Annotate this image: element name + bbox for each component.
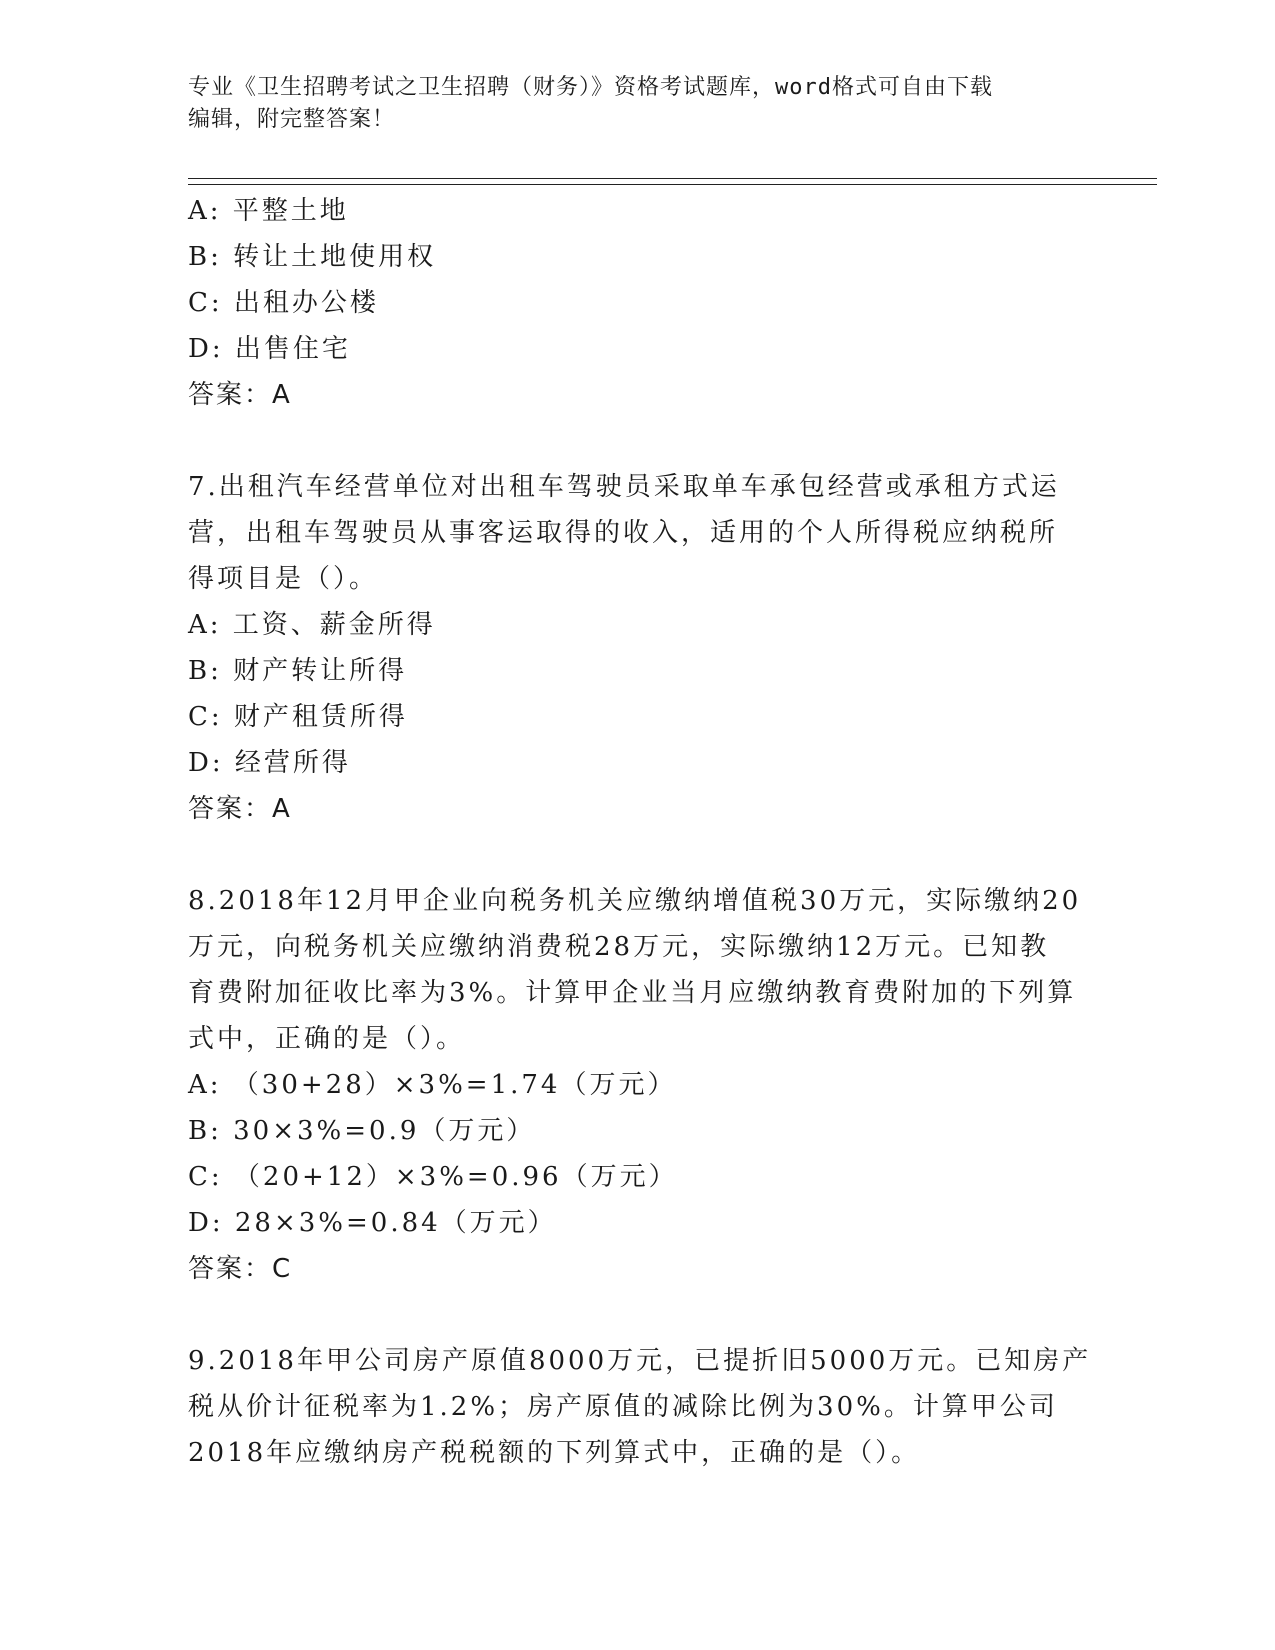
option-d: D: 出售住宅 bbox=[188, 334, 351, 364]
question-stem-line: 8.2018年12月甲企业向税务机关应缴纳增值税30万元，实际缴纳20 bbox=[188, 886, 1082, 916]
option-a: A: （30+28）×3%=1.74（万元） bbox=[188, 1070, 677, 1100]
question-8 bbox=[188, 878, 1088, 1292]
option-a: A: 工资、薪金所得 bbox=[188, 610, 436, 640]
spacer bbox=[188, 832, 1088, 878]
option-c: C: 财产租赁所得 bbox=[188, 702, 408, 732]
option-c: C: （20+12）×3%=0.96（万元） bbox=[188, 1162, 678, 1192]
header-line-2: 编辑，附完整答案！ bbox=[188, 107, 396, 132]
option-a: A: 平整土地 bbox=[188, 196, 349, 226]
spacer bbox=[188, 1292, 1088, 1338]
question-stem-line: 2018年应缴纳房产税税额的下列算式中，正确的是（）。 bbox=[188, 1438, 921, 1468]
header-divider-top bbox=[188, 178, 1157, 179]
option-b: B: 30×3%=0.9（万元） bbox=[188, 1116, 536, 1146]
header-divider-bottom bbox=[188, 184, 1157, 185]
answer: 答案：A bbox=[188, 380, 292, 410]
header-line-1: 专业《卫生招聘考试之卫生招聘（财务）》资格考试题库，word格式可自由下载 bbox=[188, 75, 993, 100]
question-stem-line: 营，出租车驾驶员从事客运取得的收入，适用的个人所得税应纳税所 bbox=[188, 518, 1059, 548]
option-b: B: 转让土地使用权 bbox=[188, 242, 437, 272]
option-d: D: 经营所得 bbox=[188, 748, 351, 778]
question-stem-line: 育费附加征收比率为3%。计算甲企业当月应缴纳教育费附加的下列算 bbox=[188, 978, 1077, 1008]
question-stem-line: 税从价计征税率为1.2%；房产原值的减除比例为30%。计算甲公司 bbox=[188, 1392, 1058, 1422]
spacer bbox=[188, 418, 1088, 464]
document-header bbox=[188, 72, 1078, 136]
question-stem-line: 万元，向税务机关应缴纳消费税28万元，实际缴纳12万元。已知教 bbox=[188, 932, 1050, 962]
question-list bbox=[188, 188, 1092, 1476]
question-stem-line: 7.出租汽车经营单位对出租车驾驶员采取单车承包经营或承租方式运 bbox=[188, 472, 1060, 502]
option-b: B: 财产转让所得 bbox=[188, 656, 408, 686]
option-c: C: 出租办公楼 bbox=[188, 288, 379, 318]
answer: 答案：C bbox=[188, 1254, 293, 1284]
question-stem-line: 得项目是（）。 bbox=[188, 564, 379, 594]
question-7 bbox=[188, 464, 1088, 832]
question-9 bbox=[188, 1338, 1092, 1476]
question-stem-line: 式中，正确的是（）。 bbox=[188, 1024, 466, 1054]
option-d: D: 28×3%=0.84（万元） bbox=[188, 1208, 557, 1238]
question-stem-line: 9.2018年甲公司房产原值8000万元，已提折旧5000万元。已知房产 bbox=[188, 1346, 1092, 1376]
answer: 答案：A bbox=[188, 794, 292, 824]
question-6 bbox=[188, 188, 1088, 418]
